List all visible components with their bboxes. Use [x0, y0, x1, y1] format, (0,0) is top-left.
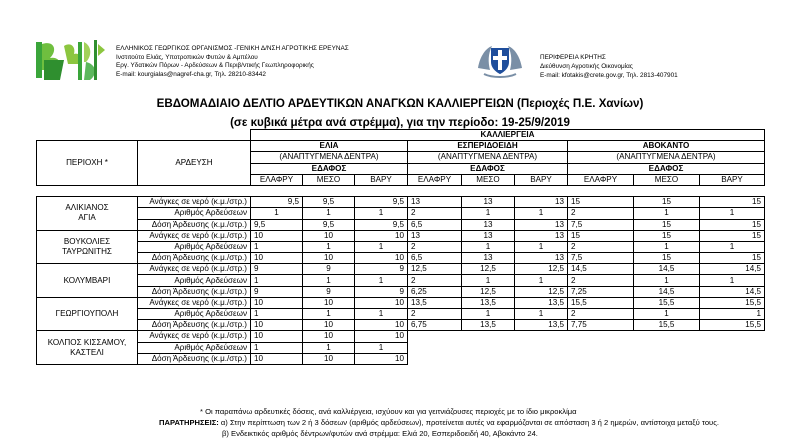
table-row	[37, 230, 765, 241]
cell: 1	[355, 241, 408, 252]
cell: 10	[251, 297, 303, 308]
footnote: * Οι παραπάνω αρδευτικές δόσεις, ανά καλλιέργεια, ισχύουν και για γειτνιάζουσες περιοχές με το ίδιο μικροκλίμα	[200, 407, 577, 416]
soil-medium: ΜΕΣΟ	[303, 174, 355, 185]
cell: 2	[408, 275, 462, 286]
cell: 9	[251, 286, 303, 297]
cell: 10	[303, 331, 355, 342]
cell: 15	[634, 219, 700, 230]
cell: 1	[634, 241, 700, 252]
cell: 13	[462, 219, 515, 230]
cell: 2	[408, 241, 462, 252]
cell: 9	[355, 286, 408, 297]
cell: 6,75	[408, 320, 462, 331]
row-label: Δόση Άρδευσης (κ.μ./στρ.)	[138, 286, 251, 297]
crop-citrus-header: ΕΣΠΕΡΙΔΟΕΙΔΗ	[408, 141, 568, 152]
cell: 13	[408, 230, 462, 241]
cell: 1	[515, 241, 568, 252]
cell: 1	[303, 208, 355, 219]
table-row	[37, 309, 765, 320]
cell: 1	[515, 208, 568, 219]
row-label: Αριθμός Αρδεύσεων	[138, 208, 251, 219]
table-row	[37, 320, 765, 331]
greek-emblem-icon	[474, 40, 526, 80]
cell: 10	[355, 230, 408, 241]
row-label: Αριθμός Αρδεύσεων	[138, 342, 251, 353]
cell: 1	[251, 275, 303, 286]
org-right-line-2: Διεύθυνση Αγροτικής Οικονομίας	[540, 62, 633, 70]
cell: 13,5	[462, 320, 515, 331]
cell: 6,25	[408, 286, 462, 297]
soil-medium: ΜΕΣΟ	[634, 174, 700, 185]
cell: 10	[355, 353, 408, 364]
cell: 12,5	[462, 264, 515, 275]
cell: 1	[634, 208, 700, 219]
cell: 10	[303, 253, 355, 264]
row-label: Ανάγκες σε νερό (κ.μ./στρ.)	[138, 197, 251, 208]
organization-info-left	[116, 45, 349, 80]
crop-citrus-sub: (ΑΝΑΠΤΥΓΜΕΝΑ ΔΕΝΤΡΑ)	[408, 152, 568, 163]
cell: 7,25	[568, 286, 634, 297]
cell: 10	[355, 253, 408, 264]
cell: 14,5	[634, 264, 700, 275]
cell: 10	[251, 353, 303, 364]
crop-avocado-header: ΑΒΟΚΑΝΤΟ	[568, 141, 765, 152]
cell: 9	[303, 264, 355, 275]
irrigation-table	[36, 129, 765, 365]
cell: 10	[355, 297, 408, 308]
cell: 7,5	[568, 253, 634, 264]
cell: 15,5	[568, 297, 634, 308]
cell: 13	[408, 197, 462, 208]
cell: 10	[303, 353, 355, 364]
row-label: Ανάγκες σε νερό (κ.μ./στρ.)	[138, 264, 251, 275]
region-name: ΚΟΛΠΟΣ ΚΙΣΣΑΜΟΥ, ΚΑΣΤΕΛΙ	[37, 331, 138, 365]
row-label: Ανάγκες σε νερό (κ.μ./στρ.)	[138, 230, 251, 241]
table-row	[37, 208, 765, 219]
soil-light: ΕΛΑΦΡΥ	[251, 174, 303, 185]
table-row	[37, 275, 765, 286]
cell: 1	[355, 208, 408, 219]
region-name: ΓΕΩΡΓΙΟΥΠΟΛΗ	[37, 297, 138, 331]
cell: 1	[700, 208, 765, 219]
table-row	[37, 219, 765, 230]
cell: 9,5	[355, 219, 408, 230]
cell: 9	[303, 286, 355, 297]
soil-header-citrus: ΕΔΑΦΟΣ	[408, 163, 568, 174]
soil-header-avocado: ΕΔΑΦΟΣ	[568, 163, 765, 174]
cell: 14,5	[700, 286, 765, 297]
cell: 1	[251, 208, 303, 219]
soil-light: ΕΛΑΦΡΥ	[408, 174, 462, 185]
table-row	[37, 297, 765, 308]
table-row	[37, 331, 765, 342]
irrigation-header: ΑΡΔΕΥΣΗ	[138, 141, 251, 186]
cell: 10	[303, 230, 355, 241]
cell: 12,5	[408, 264, 462, 275]
row-label: Αριθμός Αρδεύσεων	[138, 241, 251, 252]
cell: 10	[303, 297, 355, 308]
org-right-email: E-mail: kfotakis@crete.gov.gr, Τηλ. 2813-407901	[540, 71, 678, 79]
table-row	[37, 241, 765, 252]
cell: 6,5	[408, 219, 462, 230]
table-row	[37, 353, 765, 364]
cell: 1	[303, 275, 355, 286]
bulletin-subtitle: (σε κυβικά μέτρα ανά στρέμμα), για την περίοδο: 19-25/9/2019	[230, 116, 570, 129]
cell: 12,5	[515, 286, 568, 297]
cell: 13,5	[408, 297, 462, 308]
observation-b: β) Ενδεικτικός αριθμός δέντρων/φυτών ανά στρέμμα: Ελιά 20, Εσπεριδοειδή 40, Αβοκάντο 24.	[222, 429, 538, 438]
cell: 15	[700, 253, 765, 264]
cell: 12,5	[462, 286, 515, 297]
cell: 2	[568, 275, 634, 286]
cell: 1	[251, 342, 303, 353]
header-right	[474, 40, 794, 88]
cell: 15,5	[700, 297, 765, 308]
org-left-line-2: Ινστιτούτο Ελιάς, Υποτροπικών Φυτών & Αμπέλου	[116, 53, 258, 61]
org-left-email: E-mail: kourgialas@nagref-cha.gr, Τηλ. 28210-83442	[116, 71, 266, 79]
cell: 1	[634, 309, 700, 320]
cell: 15	[634, 230, 700, 241]
cell: 1	[355, 275, 408, 286]
cell: 15,5	[634, 297, 700, 308]
cell: 1	[700, 309, 765, 320]
table-row	[37, 197, 765, 208]
crop-avocado-sub: (ΑΝΑΠΤΥΓΜΕΝΑ ΔΕΝΤΡΑ)	[568, 152, 765, 163]
cell: 1	[251, 309, 303, 320]
soil-heavy: ΒΑΡΥ	[515, 174, 568, 185]
cell: 15	[700, 219, 765, 230]
cell: 1	[462, 275, 515, 286]
cell: 1	[634, 275, 700, 286]
cell: 13	[462, 253, 515, 264]
org-left-line-1: ΕΛΛΗΝΙΚΟΣ ΓΕΩΡΓΙΚΟΣ ΟΡΓΑΝΙΣΜΟΣ -ΓΕΝΙΚΗ Δ/ΝΣΗ ΑΓΡΟΤΙΚΗΣ ΕΡΕΥΝΑΣ	[116, 45, 349, 52]
org-left-line-3: Εργ. Υδατικών Πόρων - Αρδεύσεων & Περιβ/ντικής Γεωπληροφορικής	[116, 62, 314, 70]
cell: 1	[303, 342, 355, 353]
cell: 13	[462, 230, 515, 241]
cell: 1	[303, 241, 355, 252]
header-left	[34, 36, 414, 86]
row-label: Δόση Άρδευσης (κ.μ./στρ.)	[138, 353, 251, 364]
row-label: Αριθμός Αρδεύσεων	[138, 275, 251, 286]
cell: 10	[251, 320, 303, 331]
region-header: ΠΕΡΙΟΧΗ *	[37, 141, 138, 186]
soil-heavy: ΒΑΡΥ	[355, 174, 408, 185]
cell: 1	[303, 309, 355, 320]
cell: 1	[700, 241, 765, 252]
region-name: ΚΟΛΥΜΒΑΡΙ	[37, 264, 138, 298]
crop-olive-header: ΕΛΙΑ	[251, 141, 408, 152]
cell: 1	[251, 241, 303, 252]
cell: 14,5	[634, 286, 700, 297]
cell: 13	[462, 197, 515, 208]
cell: 9,5	[251, 197, 303, 208]
crops-header: ΚΑΛΛΙΕΡΓΕΙΑ	[251, 130, 765, 141]
cell: 1	[515, 309, 568, 320]
cell: 15	[568, 230, 634, 241]
cell: 1	[515, 275, 568, 286]
row-label: Ανάγκες σε νερό (κ.μ./στρ.)	[138, 297, 251, 308]
cell: 15,5	[700, 320, 765, 331]
cell: 6,5	[408, 253, 462, 264]
elgo-logo-icon	[34, 36, 106, 84]
soil-medium: ΜΕΣΟ	[462, 174, 515, 185]
observations-label: ΠΑΡΑΤΗΡΗΣΕΙΣ:	[159, 418, 219, 427]
cell: 15	[634, 253, 700, 264]
row-label: Ανάγκες σε νερό (κ.μ./στρ.)	[138, 331, 251, 342]
cell: 10	[355, 320, 408, 331]
cell: 2	[408, 309, 462, 320]
cell: 9,5	[303, 197, 355, 208]
cell: 9,5	[355, 197, 408, 208]
cell: 1	[462, 241, 515, 252]
cell: 15	[634, 197, 700, 208]
cell: 10	[303, 320, 355, 331]
cell: 10	[251, 230, 303, 241]
cell: 13	[515, 253, 568, 264]
row-label: Αριθμός Αρδεύσεων	[138, 309, 251, 320]
soil-heavy: ΒΑΡΥ	[700, 174, 765, 185]
cell: 7,5	[568, 219, 634, 230]
row-label: Δόση Άρδευσης (κ.μ./στρ.)	[138, 219, 251, 230]
cell: 7,75	[568, 320, 634, 331]
cell: 9	[355, 264, 408, 275]
org-right-line-1: ΠΕΡΙΦΕΡΕΙΑ ΚΡΗΤΗΣ	[540, 54, 606, 61]
cell: 1	[355, 309, 408, 320]
cell: 14,5	[700, 264, 765, 275]
bulletin-title: ΕΒΔΟΜΑΔΙΑΙΟ ΔΕΛΤΙΟ ΑΡΔΕΥΤΙΚΩΝ ΑΝΑΓΚΩΝ ΚΑΛΛΙΕΡΓΕΙΩΝ (Περιοχές Π.Ε. Χανίων)	[156, 97, 644, 110]
table-row	[37, 342, 765, 353]
table-row	[37, 253, 765, 264]
cell: 15	[700, 197, 765, 208]
cell: 2	[408, 208, 462, 219]
cell: 13,5	[515, 320, 568, 331]
soil-light: ΕΛΑΦΡΥ	[568, 174, 634, 185]
cell: 13	[515, 230, 568, 241]
cell: 1	[462, 309, 515, 320]
cell: 1	[700, 275, 765, 286]
cell: 9,5	[303, 219, 355, 230]
table-row	[37, 286, 765, 297]
cell: 10	[355, 331, 408, 342]
table-row	[37, 264, 765, 275]
observation-a-text: α) Στην περίπτωση των 2 ή 3 δόσεων (αριθμός αρδεύσεων), προτείνεται αυτές να εφαρμόζονται σε απόσταση 3 ή 2 ημερών, αντίστοιχα μεταξύ τους.	[218, 418, 719, 427]
cell: 15,5	[634, 320, 700, 331]
soil-header-olive: ΕΔΑΦΟΣ	[251, 163, 408, 174]
row-label: Δόση Άρδευσης (κ.μ./στρ.)	[138, 320, 251, 331]
region-name: ΑΛΙΚΙΑΝΟΣ ΑΓΙΑ	[37, 197, 138, 231]
cell: 1	[462, 208, 515, 219]
cell: 10	[251, 253, 303, 264]
cell: 12,5	[515, 264, 568, 275]
cell: 10	[251, 331, 303, 342]
row-label: Δόση Άρδευσης (κ.μ./στρ.)	[138, 253, 251, 264]
cell: 15	[700, 230, 765, 241]
cell: 15	[568, 197, 634, 208]
region-name: ΒΟΥΚΟΛΙΕΣ ΤΑΥΡΩΝΙΤΗΣ	[37, 230, 138, 264]
cell: 2	[568, 241, 634, 252]
cell: 9,5	[251, 219, 303, 230]
cell: 1	[355, 342, 408, 353]
cell: 2	[568, 208, 634, 219]
cell: 13,5	[515, 297, 568, 308]
cell: 2	[568, 309, 634, 320]
cell: 9	[251, 264, 303, 275]
cell: 13	[515, 197, 568, 208]
cell: 13,5	[462, 297, 515, 308]
cell: 14,5	[568, 264, 634, 275]
organization-info-right	[540, 54, 678, 81]
observation-a	[159, 418, 719, 427]
cell: 13	[515, 219, 568, 230]
crop-olive-sub: (ΑΝΑΠΤΥΓΜΕΝΑ ΔΕΝΤΡΑ)	[251, 152, 408, 163]
